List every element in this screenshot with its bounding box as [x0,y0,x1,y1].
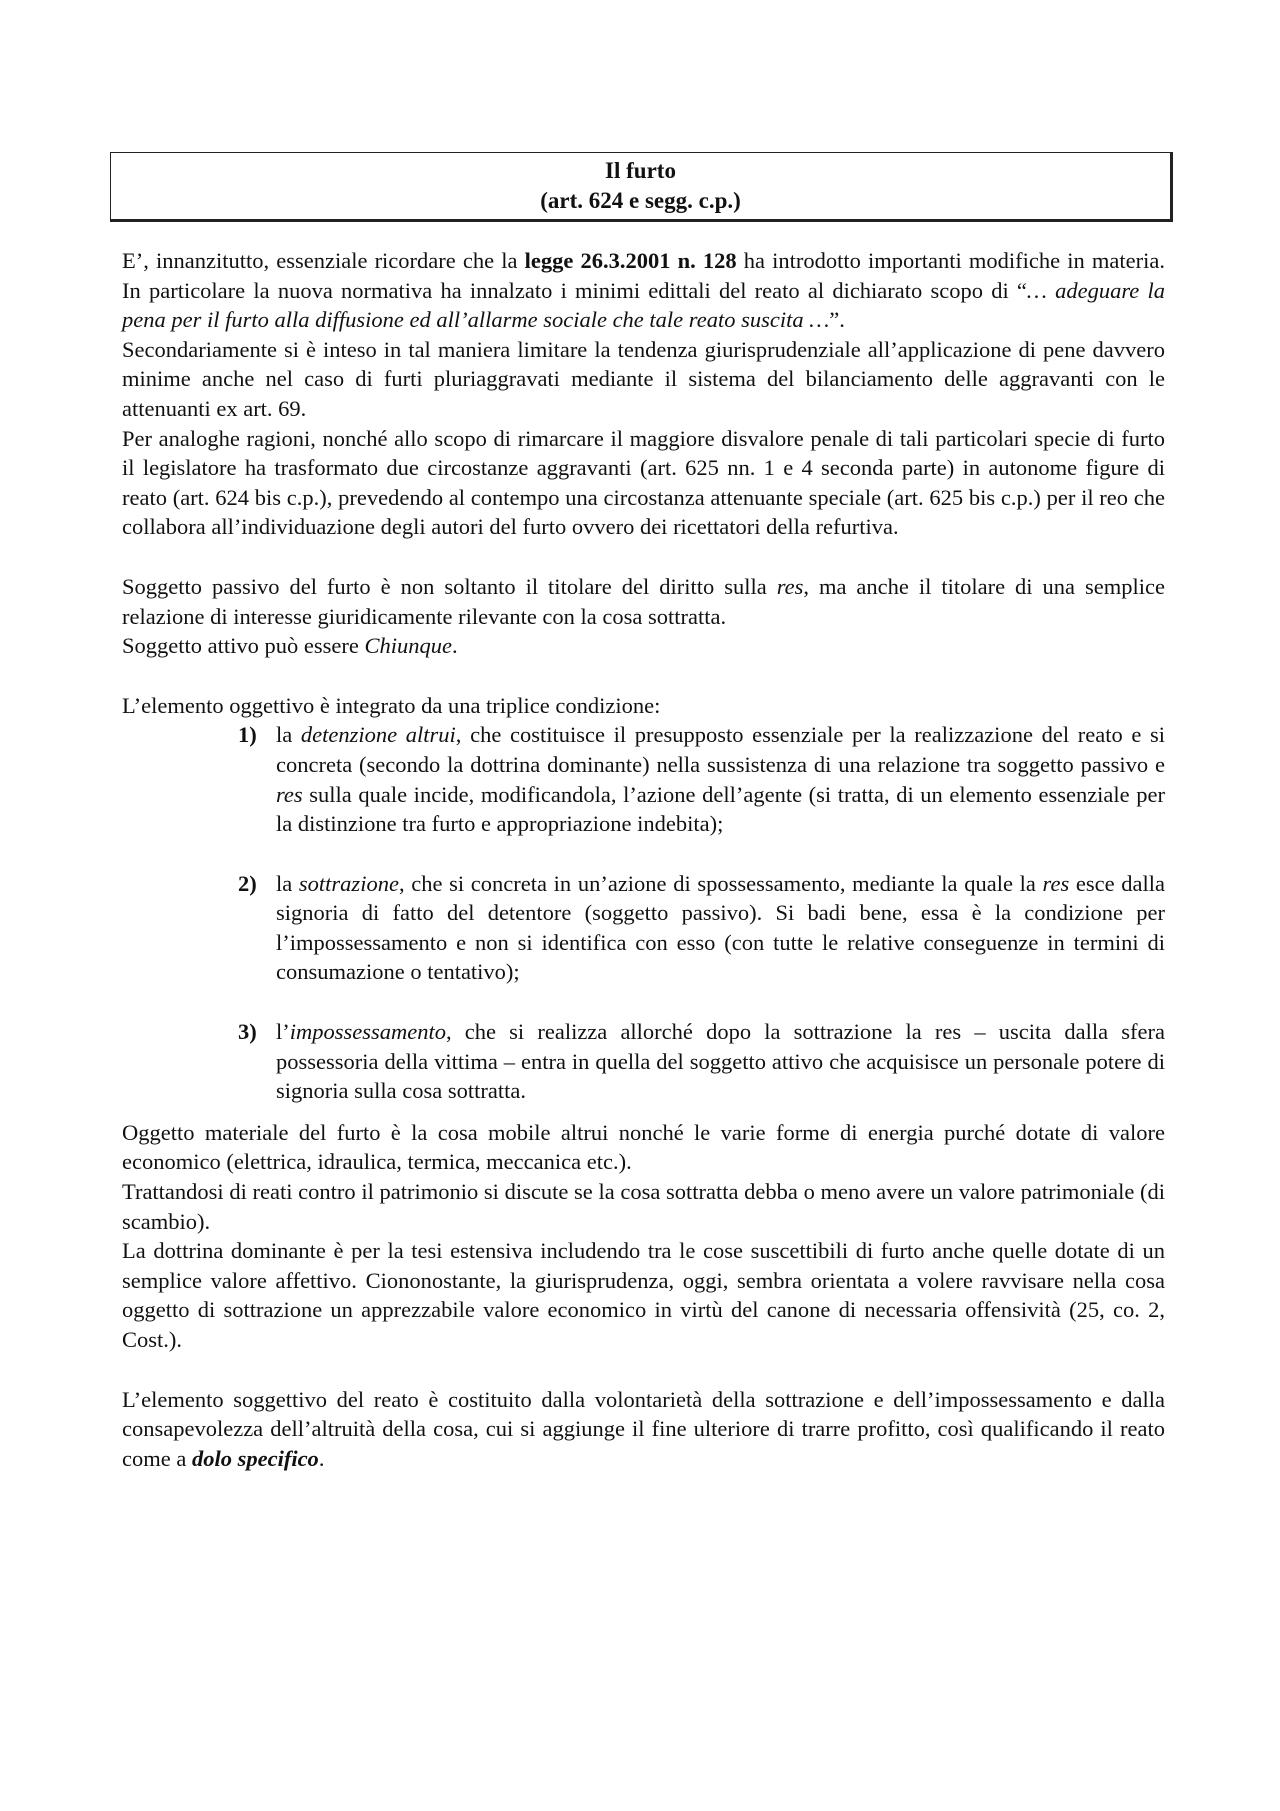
paragraph-secondariamente: Secondariamente si è inteso in tal maniera limitare la tendenza giurisprudenziale all’applicazione di pene davvero minime anche nel caso di furti pluriaggravati mediante il sistema del bilanciamento delle aggravanti con le attenuanti ex art. 69. [122,336,1165,421]
paragraph-elemento-oggettivo: L’elemento oggettivo è integrato da una triplice condizione: [122,692,661,718]
paragraph-elemento-soggettivo: L’elemento soggettivo del reato è costituito dalla volontarietà della sottrazione e dell’impossessamento e dalla consapevolezza dell’altruità della cosa, cui si aggiunge il fine ulteriore di trarre profitto, così qualificando il reato come a dolo specifico. [122,1386,1165,1471]
list-number: 1) [238,722,257,748]
list-item: 3) l’impossessamento, che si realizza allorché dopo la sottrazione la res – uscita dalla sfera possessoria della vittima – entra in quella del soggetto attivo che acquisisce un personale potere di signoria sulla cosa sottratta. [238,1019,1165,1104]
list-item: 2) la sottrazione, che si concreta in un’azione di spossessamento, mediante la quale la res esce dalla signoria di fatto del detentore (soggetto passivo). Si badi bene, essa è la condizione per l’impossessamento e non si identifica con esso (con tutte le relative conseguenze in termini di consumazione o tentativo); [238,870,1165,985]
paragraph-dottrina: La dottrina dominante è per la tesi estensiva includendo tra le cose suscettibili di furto anche quelle dotate di un semplice valore affettivo. Ciononostante, la giurisprudenza, oggi, sembra orientata a volere ravvisare nella cosa oggetto di sottrazione un apprezzabile valore economico in virtù del canone di necessaria offensività (25, co. 2, Cost.). [122,1238,1165,1352]
paragraph-intro: E’, innanzitutto, essenziale ricordare che la legge 26.3.2001 n. 128 ha introdotto importanti modifiche in materia. In particolare la nuova normativa ha innalzato i minimi edittali del reato al dichiarato scopo di “… adeguare la pena per il furto alla diffusione ed all’allarme sociale che tale reato suscita …”. [122,248,1166,333]
title-box [110,152,1173,222]
law-reference: legge 26.3.2001 n. 128 [524,248,737,273]
paragraph-soggetto-attivo: Soggetto attivo può essere Chiunque. [122,633,458,659]
document-body [122,246,1165,1473]
paragraph-oggetto-materiale: Oggetto materiale del furto è la cosa mobile altrui nonché le varie forme di energia purché dotate di valore economico (elettrica, idraulica, termica, meccanica etc.). [122,1119,1165,1175]
paragraph-analoghe-ragioni: Per analoghe ragioni, nonché allo scopo di rimarcare il maggiore disvalore penale di tali particolari specie di furto il legislatore ha trasformato due circostanze aggravanti (art. 625 nn. 1 e 4 seconda parte) in autonome figure di reato (art. 624 bis c.p.), prevedendo al contempo una circostanza attenuante speciale (art. 625 bis c.p.) per il reo che collabora all’individuazione degli autori del furto ovvero dei ricettatori della refurtiva. [122,425,1165,540]
list-number: 3) [238,1019,257,1045]
document-subtitle: (art. 624 e segg. c.p.) [540,188,741,213]
paragraph-patrimonio: Trattandosi di reati contro il patrimonio si discute se la cosa sottratta debba o meno avere un valore patrimoniale (di scambio). [122,1179,1165,1234]
paragraph-soggetto-passivo: Soggetto passivo del furto è non soltanto il titolare del diritto sulla res, ma anche il titolare di una semplice relazione di interesse giuridicamente rilevante con la cosa sottratta. [122,573,1165,629]
condition-list [122,720,1165,1106]
document-page [122,152,1165,1473]
dolo-specifico: dolo specifico [191,1445,319,1471]
quotation: … adeguare la pena per il furto alla diffusione ed all’allarme sociale che tale reato suscita … [122,277,1166,333]
document-title: Il furto [605,158,676,183]
list-item: 1) la detenzione altrui, che costituisce il presupposto essenziale per la realizzazione del reato e si concreta (secondo la dottrina dominante) nella sussistenza di una relazione tra soggetto passivo e res sulla quale incide, modificandola, l’azione dell’agente (si tratta, di un elemento essenziale per la distinzione tra furto e appropriazione indebita); [238,722,1165,837]
list-number: 2) [238,870,257,896]
